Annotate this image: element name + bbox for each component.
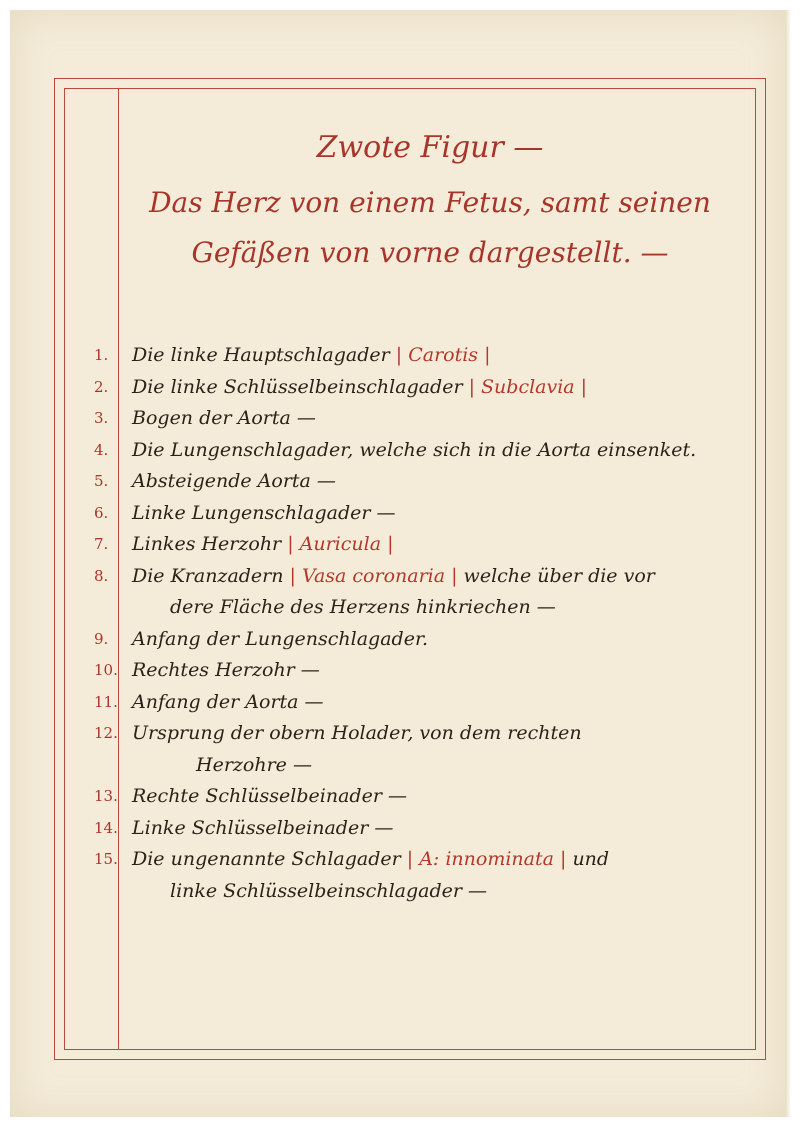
german-text: Die Kranzadern: [132, 564, 290, 587]
german-text: Die linke Schlüsselbeinschlagader: [132, 375, 469, 398]
entry-text: [76, 529, 756, 561]
legend-entry: [76, 372, 756, 404]
german-text: Anfang der Aorta —: [132, 690, 324, 713]
entry-number: 3.: [94, 409, 109, 427]
legend-entry: [76, 435, 756, 467]
legend-entry: [76, 687, 756, 719]
german-text: Die ungenannte Schlagader: [132, 848, 407, 870]
legend-list: [76, 340, 756, 907]
legend-entry: [76, 498, 756, 530]
legend-entry: [76, 813, 756, 845]
german-text: welche über die vor: [457, 564, 655, 587]
entry-number: 9.: [94, 629, 109, 648]
german-text: Anfang der Lungenschlagader.: [132, 627, 428, 650]
german-text: Ursprung der obern Holader, von dem rechten: [132, 722, 582, 744]
entry-text-continuation: [76, 750, 756, 782]
entry-number: 2.: [94, 377, 109, 396]
legend-entry: [76, 844, 756, 907]
entry-number: 14.: [94, 818, 118, 837]
german-text: linke Schlüsselbeinschlagader —: [170, 879, 487, 902]
legend-entry: [76, 781, 756, 813]
german-text: Linke Schlüsselbeinader —: [132, 816, 394, 839]
entry-number: 12.: [94, 724, 118, 742]
entry-text: [76, 813, 756, 845]
entry-text: [76, 655, 756, 687]
legend-entry: [76, 466, 756, 498]
german-text: Linke Lungenschlagader —: [132, 501, 396, 524]
entry-text: [76, 403, 756, 435]
entry-text: [76, 844, 756, 876]
entry-text: [76, 466, 756, 498]
entry-text-continuation: [76, 876, 756, 908]
legend-entry: [76, 340, 756, 372]
german-text: Die Lungenschlagader, welche sich in die Aorta einsenket.: [132, 438, 697, 461]
german-text: Absteigende Aorta —: [132, 470, 336, 492]
entry-number: 13.: [94, 787, 118, 805]
legend-entry: [76, 403, 756, 435]
entry-text: [76, 718, 756, 750]
latin-term: | Auricula |: [287, 533, 394, 555]
legend-entry: [76, 529, 756, 561]
latin-term: | A: innominata |: [406, 848, 567, 870]
entry-text: [76, 435, 756, 467]
entry-number: 15.: [94, 850, 118, 868]
latin-term: | Vasa coronaria |: [289, 564, 458, 587]
entry-text-continuation: [76, 592, 756, 624]
figure-subtitle-line-1: Das Herz von einem Fetus, samt seinen: [149, 186, 711, 219]
entry-number: 8.: [94, 566, 109, 585]
german-text: Bogen der Aorta —: [132, 407, 316, 429]
german-text: Herzohre —: [196, 753, 312, 776]
figure-subtitle-line-2: Gefäßen von vorne dargestellt. —: [191, 236, 669, 269]
entry-number: 10.: [94, 661, 118, 679]
entry-text: [76, 781, 756, 813]
german-text: Rechte Schlüsselbeinader —: [132, 785, 407, 807]
entry-number: 6.: [94, 503, 109, 522]
latin-term: | Subclavia |: [468, 375, 588, 398]
entry-text: [76, 372, 756, 404]
figure-title: Zwote Figur —: [316, 130, 544, 165]
entry-number: 7.: [94, 535, 109, 553]
entry-number: 11.: [94, 692, 118, 711]
legend-entry: [76, 655, 756, 687]
german-text: Linkes Herzohr: [132, 533, 288, 555]
entry-number: 1.: [94, 346, 109, 364]
legend-entry: [76, 561, 756, 624]
legend-entry: [76, 718, 756, 781]
entry-text: [76, 340, 756, 372]
entry-text: [76, 687, 756, 719]
entry-text: [76, 561, 756, 593]
latin-term: | Carotis |: [395, 344, 491, 366]
entry-text: [76, 624, 756, 656]
manuscript-page: [10, 10, 785, 1117]
german-text: und: [566, 848, 610, 870]
entry-number: 5.: [94, 472, 109, 490]
legend-entry: [76, 624, 756, 656]
german-text: Die linke Hauptschlagader: [132, 344, 396, 366]
entry-text: [76, 498, 756, 530]
german-text: Rechtes Herzohr —: [132, 659, 320, 681]
german-text: dere Fläche des Herzens hinkriechen —: [170, 596, 556, 618]
entry-number: 4.: [94, 440, 109, 459]
